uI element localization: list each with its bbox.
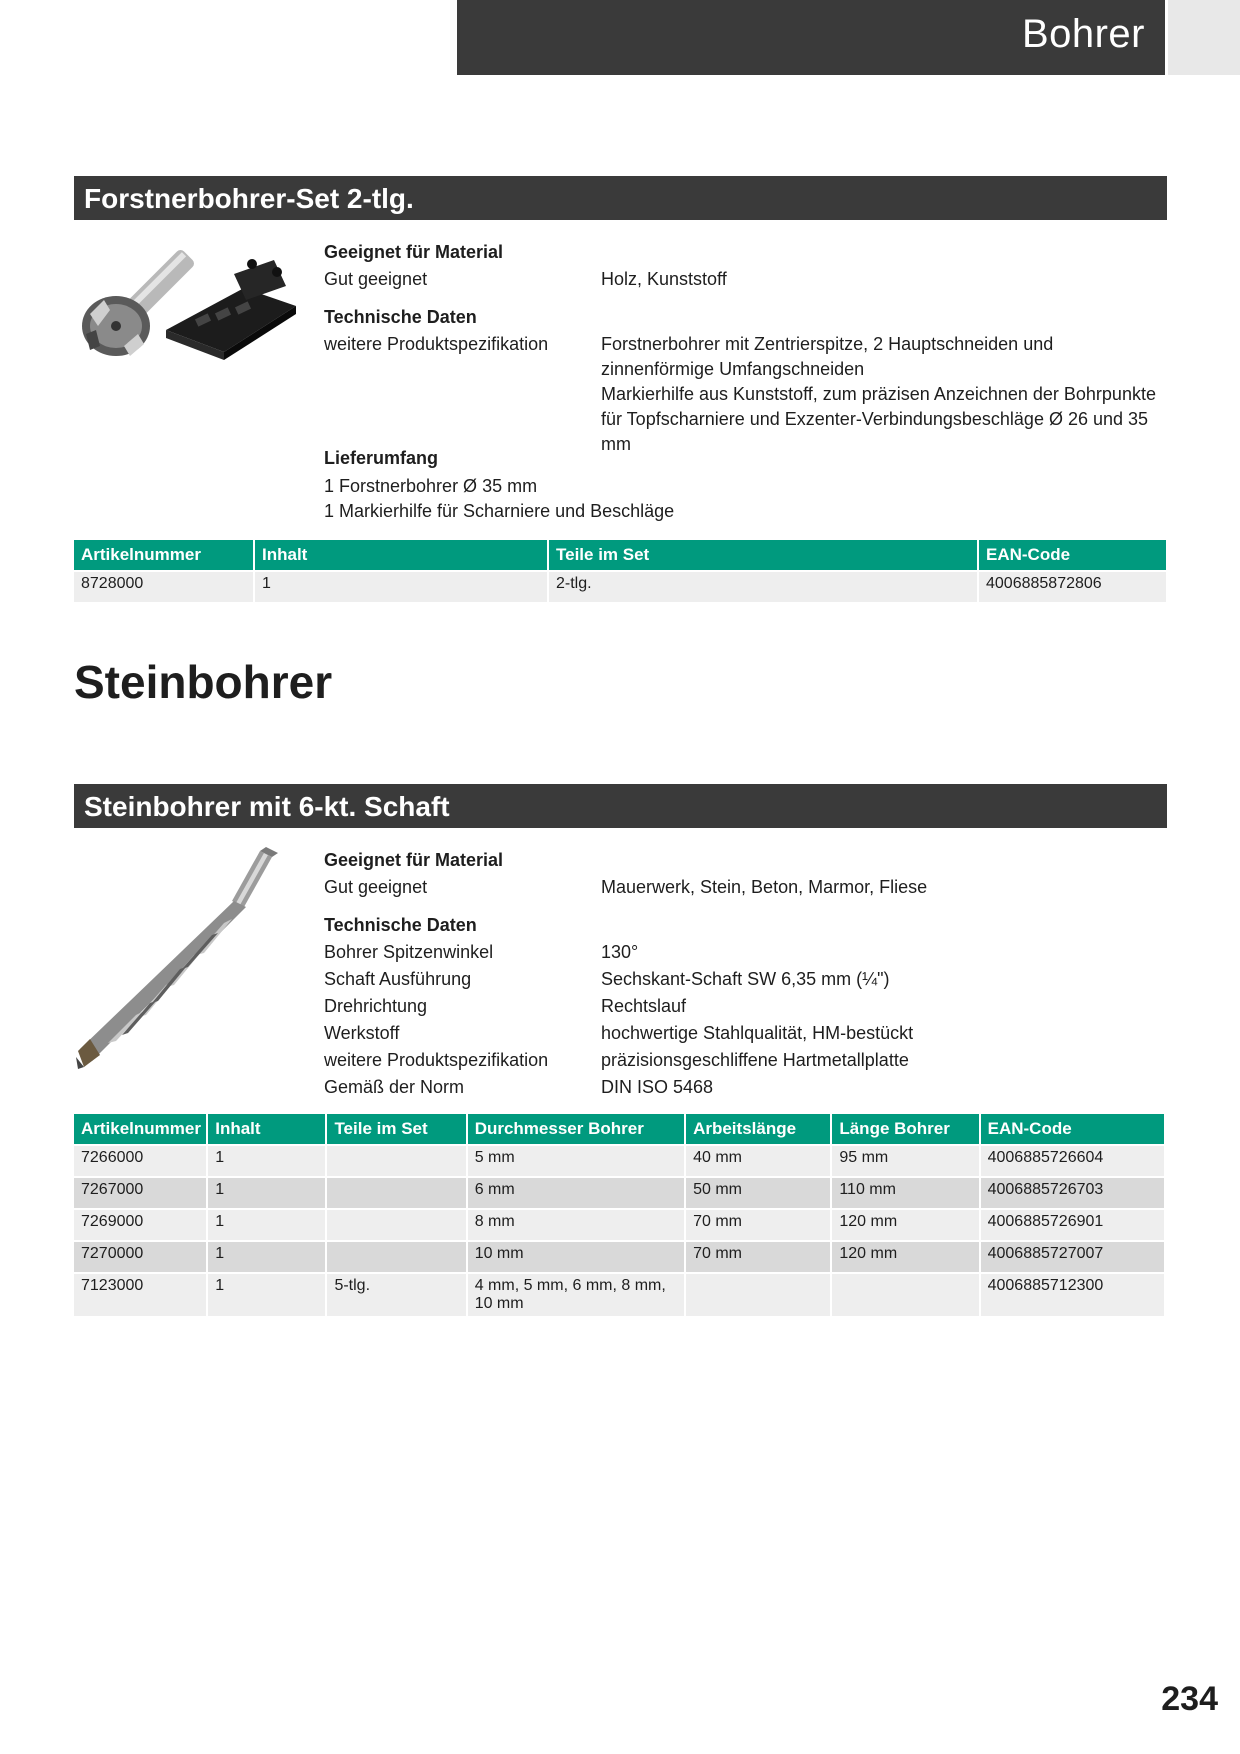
table-cell — [327, 1176, 465, 1208]
page-header — [457, 0, 1165, 75]
table-cell: 10 mm — [468, 1240, 684, 1272]
spec-value: DIN ISO 5468 — [601, 1077, 714, 1097]
product-title: Forstnerbohrer-Set 2-tlg. — [84, 183, 414, 214]
table-cell: 7270000 — [74, 1240, 206, 1272]
table-header: Artikelnummer — [74, 1114, 206, 1144]
page-number: 234 — [1161, 1680, 1218, 1718]
spec-label: Gemäß der Norm — [324, 1077, 465, 1097]
spec-label: Drehrichtung — [324, 996, 428, 1016]
product-table — [72, 1114, 1166, 1316]
table-cell: 4006885726703 — [981, 1176, 1164, 1208]
material-label: Gut geeignet — [324, 877, 428, 897]
table-header: EAN-Code — [979, 540, 1166, 570]
product-table — [72, 540, 1168, 602]
table-cell: 4 mm, 5 mm, 6 mm, 8 mm, 10 mm — [468, 1272, 684, 1316]
table-header: Durchmesser Bohrer — [468, 1114, 684, 1144]
table-row — [74, 1240, 1164, 1272]
table-cell: 4006885726604 — [981, 1144, 1164, 1176]
table-cell: 7123000 — [74, 1272, 206, 1316]
table-cell: 6 mm — [468, 1176, 684, 1208]
table-cell: 2-tlg. — [549, 570, 977, 602]
spec-value-1: Forstnerbohrer mit Zentrierspitze, 2 Hauptschneiden und zinnenförmige Umfangschneiden — [601, 334, 1054, 379]
table-cell — [327, 1144, 465, 1176]
table-cell — [832, 1272, 978, 1316]
table-cell: 50 mm — [686, 1176, 830, 1208]
table-cell: 120 mm — [832, 1240, 978, 1272]
table-cell: 8728000 — [74, 570, 253, 602]
table-header: Inhalt — [255, 540, 547, 570]
spec-label: weitere Produktspezifikation — [324, 1050, 549, 1070]
spec-value: hochwertige Stahlqualität, HM-bestückt — [601, 1023, 914, 1043]
table-cell: 110 mm — [832, 1176, 978, 1208]
table-cell: 5 mm — [468, 1144, 684, 1176]
scope-item: 1 Markierhilfe für Scharniere und Beschläge — [324, 501, 675, 521]
page-header-title: Bohrer — [1021, 12, 1145, 56]
table-cell: 95 mm — [832, 1144, 978, 1176]
table-row — [74, 570, 1166, 602]
table-cell: 1 — [208, 1240, 325, 1272]
table-cell: 40 mm — [686, 1144, 830, 1176]
masonry-drill-bit-image — [74, 843, 304, 1073]
material-label: Gut geeignet — [324, 269, 428, 289]
table-row — [74, 1272, 1164, 1316]
scope-heading: Lieferumfang — [324, 448, 439, 468]
material-value: Holz, Kunststoff — [601, 269, 727, 289]
product-title-bar — [74, 176, 1167, 220]
spec-value: Sechskant-Schaft SW 6,35 mm (¼") — [601, 969, 890, 989]
table-header: Artikelnummer — [74, 540, 253, 570]
table-row — [74, 1176, 1164, 1208]
table-cell: 7269000 — [74, 1208, 206, 1240]
table-cell: 5-tlg. — [327, 1272, 465, 1316]
table-header: Teile im Set — [549, 540, 977, 570]
spec-value: Rechtslauf — [601, 996, 687, 1016]
material-heading: Geeignet für Material — [324, 850, 504, 870]
spec-value: präzisionsgeschliffene Hartmetallplatte — [601, 1050, 909, 1070]
table-cell: 1 — [255, 570, 547, 602]
section-heading: Steinbohrer — [74, 656, 333, 708]
table-cell — [327, 1240, 465, 1272]
tech-heading: Technische Daten — [324, 915, 477, 935]
spec-value: 130° — [601, 942, 639, 962]
table-cell: 7267000 — [74, 1176, 206, 1208]
table-header: Teile im Set — [327, 1114, 465, 1144]
spec-label: Werkstoff — [324, 1023, 400, 1043]
scope-item: 1 Forstnerbohrer Ø 35 mm — [324, 476, 538, 496]
table-cell: 70 mm — [686, 1208, 830, 1240]
table-row — [74, 1144, 1164, 1176]
drill-bit-icon — [76, 847, 278, 1069]
table-cell: 4006885726901 — [981, 1208, 1164, 1240]
forstner-bit-set-image — [74, 234, 304, 374]
marking-jig-icon — [166, 259, 296, 360]
product-title-bar — [74, 784, 1167, 828]
table-cell: 70 mm — [686, 1240, 830, 1272]
table-header: Arbeitslänge — [686, 1114, 830, 1144]
table-cell — [686, 1272, 830, 1316]
table-header: Länge Bohrer — [832, 1114, 978, 1144]
table-cell — [327, 1208, 465, 1240]
table-cell: 1 — [208, 1176, 325, 1208]
table-cell: 4006885727007 — [981, 1240, 1164, 1272]
spec-label: weitere Produktspezifikation — [324, 334, 549, 354]
spec-label: Bohrer Spitzenwinkel — [324, 942, 494, 962]
table-cell: 7266000 — [74, 1144, 206, 1176]
spec-label: Schaft Ausführung — [324, 969, 472, 989]
table-cell: 1 — [208, 1272, 325, 1316]
material-heading: Geeignet für Material — [324, 242, 504, 262]
table-cell: 1 — [208, 1144, 325, 1176]
table-header: EAN-Code — [981, 1114, 1164, 1144]
table-cell: 4006885872806 — [979, 570, 1166, 602]
table-cell: 4006885712300 — [981, 1272, 1164, 1316]
header-tab — [1168, 0, 1240, 75]
material-value: Mauerwerk, Stein, Beton, Marmor, Fliese — [601, 877, 928, 897]
table-cell: 120 mm — [832, 1208, 978, 1240]
product-title: Steinbohrer mit 6-kt. Schaft — [84, 791, 450, 822]
spec-value-2: Markierhilfe aus Kunststoff, zum präzisen Anzeichnen der Bohrpunkte für Topfscharniere und Exzenter-Verbindungsbeschläge Ø 26 und 35 mm — [601, 384, 1156, 454]
table-cell: 1 — [208, 1208, 325, 1240]
table-row — [74, 1208, 1164, 1240]
tech-heading: Technische Daten — [324, 307, 477, 327]
table-header: Inhalt — [208, 1114, 325, 1144]
table-cell: 8 mm — [468, 1208, 684, 1240]
